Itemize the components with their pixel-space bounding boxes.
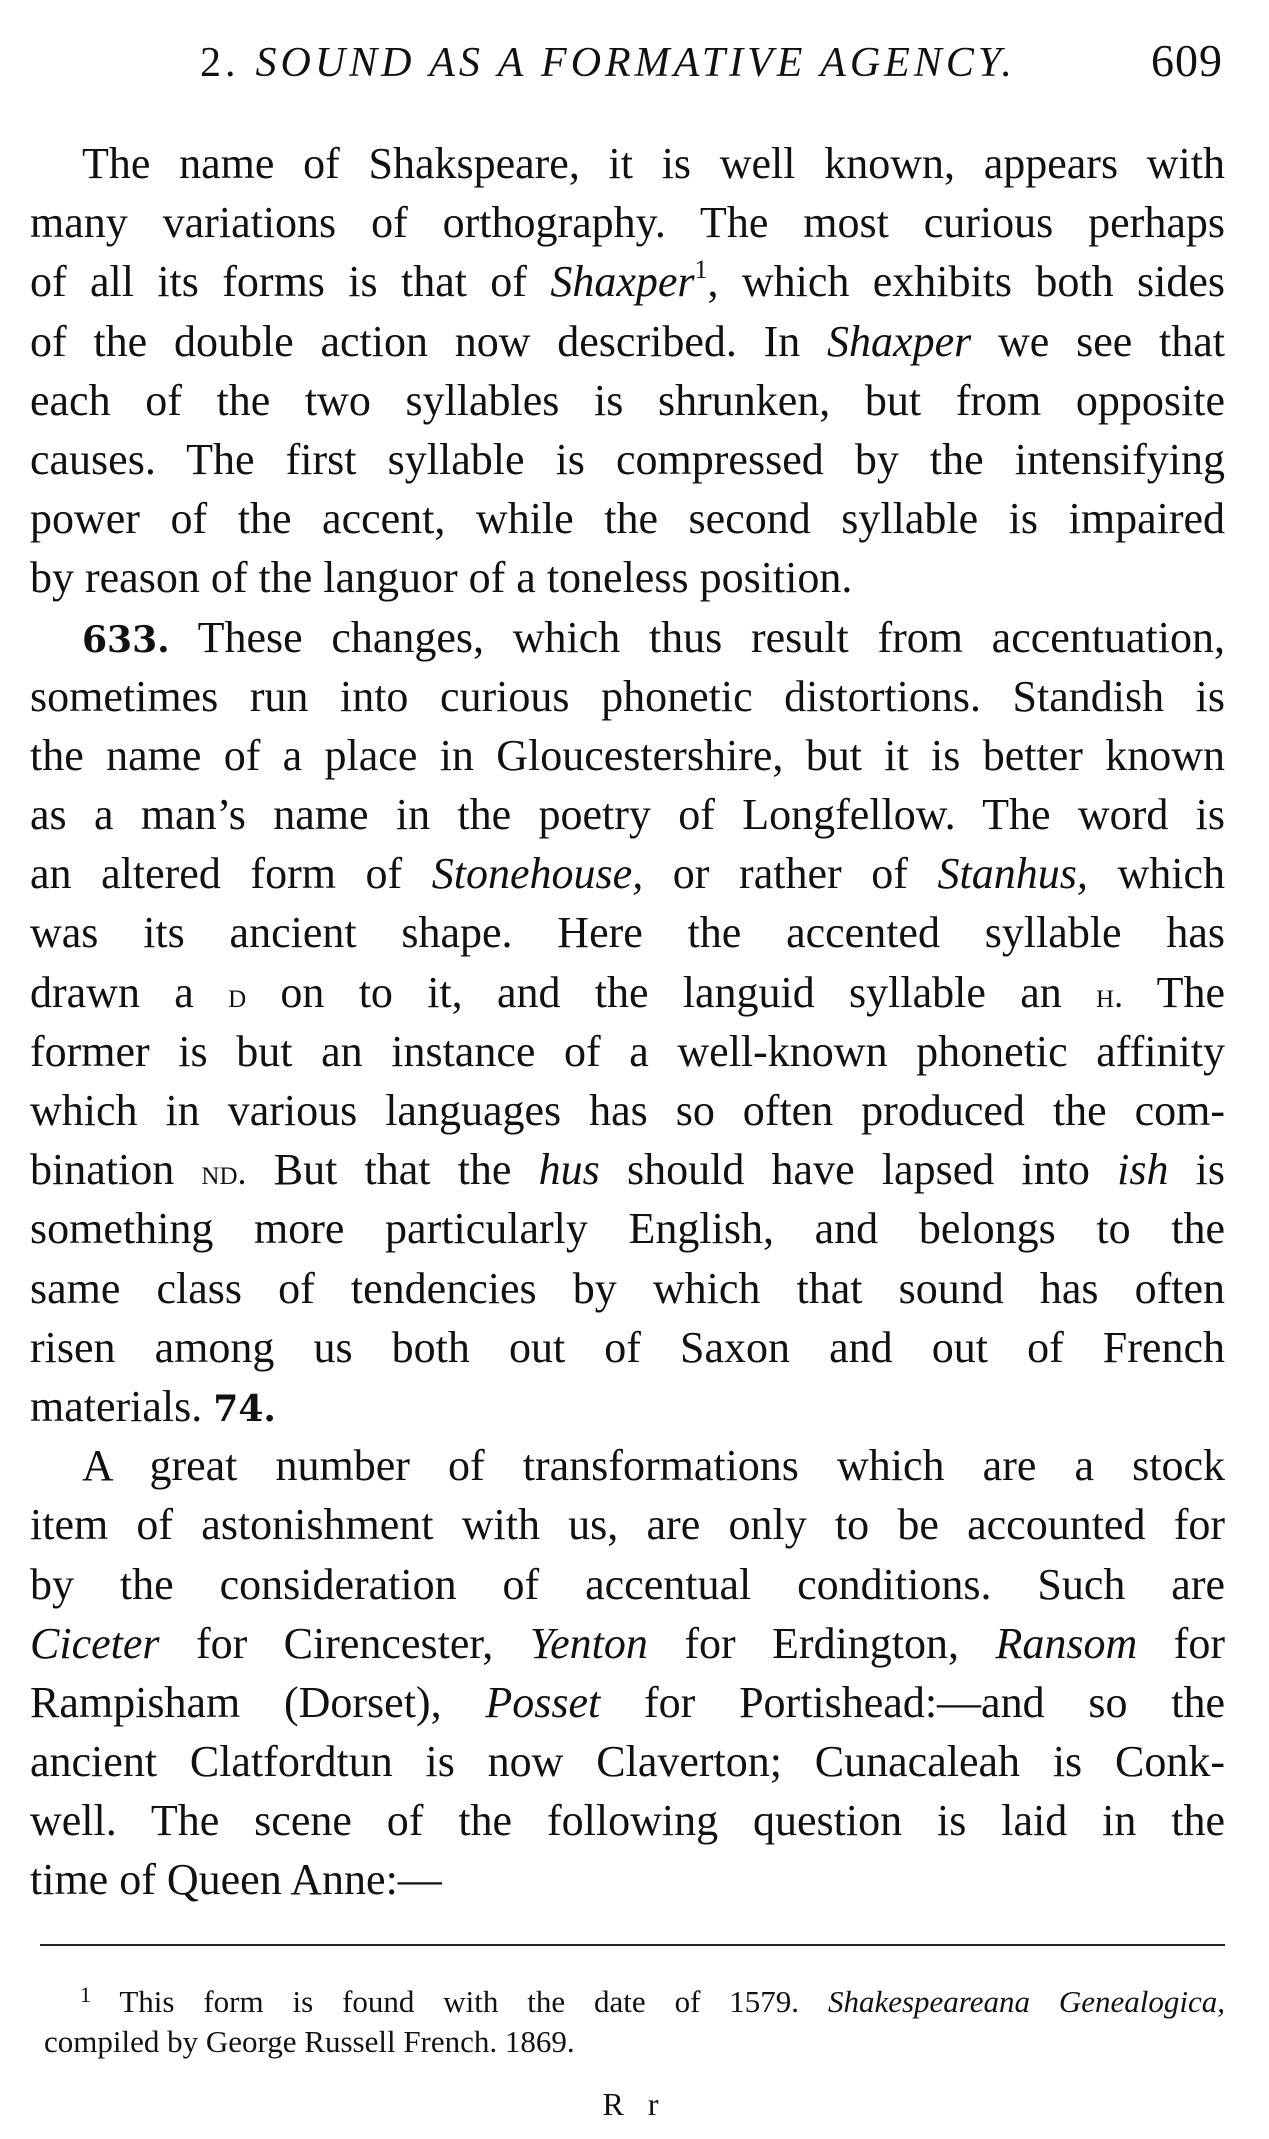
italic-word: Posset xyxy=(485,1677,601,1727)
italic-word: Shaxper xyxy=(550,257,695,307)
text-run: , which exhibits both sides xyxy=(707,257,1225,307)
page-number: 609 xyxy=(1151,35,1223,86)
text-line: The name of Shakspeare, it is well known, appears with xyxy=(82,139,1225,188)
running-title-text: SOUND AS A FORMATIVE AGENCY. xyxy=(255,40,1016,86)
text-line: well. The scene of the following question is laid in the xyxy=(30,1796,1225,1846)
text-line: as a man’s name in the poetry of Longfellow. The word is xyxy=(30,790,1225,840)
text-run: materials. xyxy=(30,1381,214,1431)
text-line: power of the accent, while the second syllable is impaired xyxy=(30,494,1225,544)
text-run: Rampisham (Dorset), xyxy=(30,1677,486,1727)
text-run: bination xyxy=(30,1145,202,1195)
text-run: for xyxy=(1137,1618,1225,1668)
text-line: ancient Clatfordtun is now Claverton; Cunacaleah is Conk- xyxy=(30,1737,1225,1787)
running-title xyxy=(200,39,1016,87)
text-run: This form is found with the date of 1579. xyxy=(91,1984,828,2019)
text-line: causes. The first syllable is compressed by the intensifying xyxy=(30,434,1225,484)
text-run: is xyxy=(1168,1145,1226,1195)
footnote-number: 1 xyxy=(80,1982,91,2007)
text-line xyxy=(30,963,1225,1022)
footnote-line: compiled by George Russell French. 1869. xyxy=(44,2024,575,2059)
footnote-rule xyxy=(40,1944,1225,1946)
text-line: risen among us both out of Saxon and out of French xyxy=(30,1322,1225,1372)
text-run: which xyxy=(1087,849,1225,899)
section-number: 2. xyxy=(200,40,240,86)
italic-word: ish xyxy=(1117,1145,1169,1195)
text-run: we see that xyxy=(971,316,1225,366)
text-line: the name of a place in Gloucestershire, but it is better known xyxy=(30,730,1225,780)
text-line xyxy=(30,608,1225,667)
text-line: many variations of orthography. The most curious perhaps xyxy=(30,198,1225,248)
text-line xyxy=(30,844,1225,903)
printer-signature: R r xyxy=(602,2086,667,2122)
footnote xyxy=(44,1982,1225,2062)
text-line: each of the two syllables is shrunken, but from opposite xyxy=(30,375,1225,425)
text-line: which in various languages has so often produced the com- xyxy=(30,1086,1225,1135)
text-run: on to it, and the languid syllable an xyxy=(246,967,1097,1017)
text-line: former is but an instance of a well-known phonetic affinity xyxy=(30,1026,1225,1076)
text-line xyxy=(30,252,1225,311)
text-line xyxy=(30,1614,1225,1673)
text-line: A great number of transformations which are a stock xyxy=(82,1441,1225,1491)
italic-word: Stanhus, xyxy=(937,849,1088,899)
text-run: or rather of xyxy=(643,849,938,899)
paragraph-1 xyxy=(30,134,1225,608)
text-run: drawn a xyxy=(30,967,229,1017)
text-line: by the consideration of accentual conditions. Such are xyxy=(30,1559,1225,1609)
text-run: for Portishead:—and so the xyxy=(600,1677,1225,1727)
text-line xyxy=(30,1377,1225,1436)
text-line xyxy=(30,1140,1225,1199)
paragraph-633 xyxy=(30,608,1225,1437)
text-line: sometimes run into curious phonetic distortions. Standish is xyxy=(30,671,1225,721)
italic-word: hus xyxy=(538,1145,600,1195)
footnote-line xyxy=(44,1982,1225,2022)
text-run: should have lapsed into xyxy=(599,1145,1118,1195)
text-run: These changes, which thus result from accentuation, xyxy=(169,612,1225,662)
text-run: for Erdington, xyxy=(647,1618,996,1668)
section-number-633: 633. xyxy=(82,618,170,661)
text-run: for Cirencester, xyxy=(159,1618,530,1668)
text-line: by reason of the languor of a toneless position. xyxy=(30,553,853,603)
footnote-marker: 1 xyxy=(694,255,708,285)
text-line: same class of tendencies by which that sound has often xyxy=(30,1263,1225,1313)
paragraph-3 xyxy=(30,1436,1225,1910)
main-text xyxy=(30,134,1225,1910)
text-run: of the double action now described. In xyxy=(30,316,828,366)
text-line: time of Queen Anne:— xyxy=(30,1855,442,1905)
text-run: of all its forms is that of xyxy=(30,257,551,307)
italic-word: Stonehouse, xyxy=(431,849,644,899)
text-line: something more particularly English, and belongs to the xyxy=(30,1204,1225,1254)
cross-reference-74: 74. xyxy=(213,1387,276,1430)
text-run: an altered form of xyxy=(30,849,432,899)
italic-word: Yenton xyxy=(529,1618,648,1668)
text-line: was its ancient shape. Here the accented syllable has xyxy=(30,908,1225,958)
italic-word: Shaxper xyxy=(827,316,972,366)
small-caps-letter: nd. xyxy=(201,1152,247,1193)
running-header xyxy=(200,34,1223,87)
text-line xyxy=(30,312,1225,371)
italic-title: Shakespeareana Genealogica, xyxy=(827,1984,1225,2019)
italic-word: Ciceter xyxy=(30,1618,160,1668)
small-caps-letter: h. xyxy=(1096,974,1124,1015)
text-line xyxy=(30,1673,1225,1732)
text-run: The xyxy=(1123,967,1225,1017)
italic-word: Ransom xyxy=(995,1618,1138,1668)
small-caps-letter: d xyxy=(228,974,247,1015)
text-line: item of astonishment with us, are only to be accounted for xyxy=(30,1500,1225,1550)
text-run: But that the xyxy=(246,1145,539,1195)
